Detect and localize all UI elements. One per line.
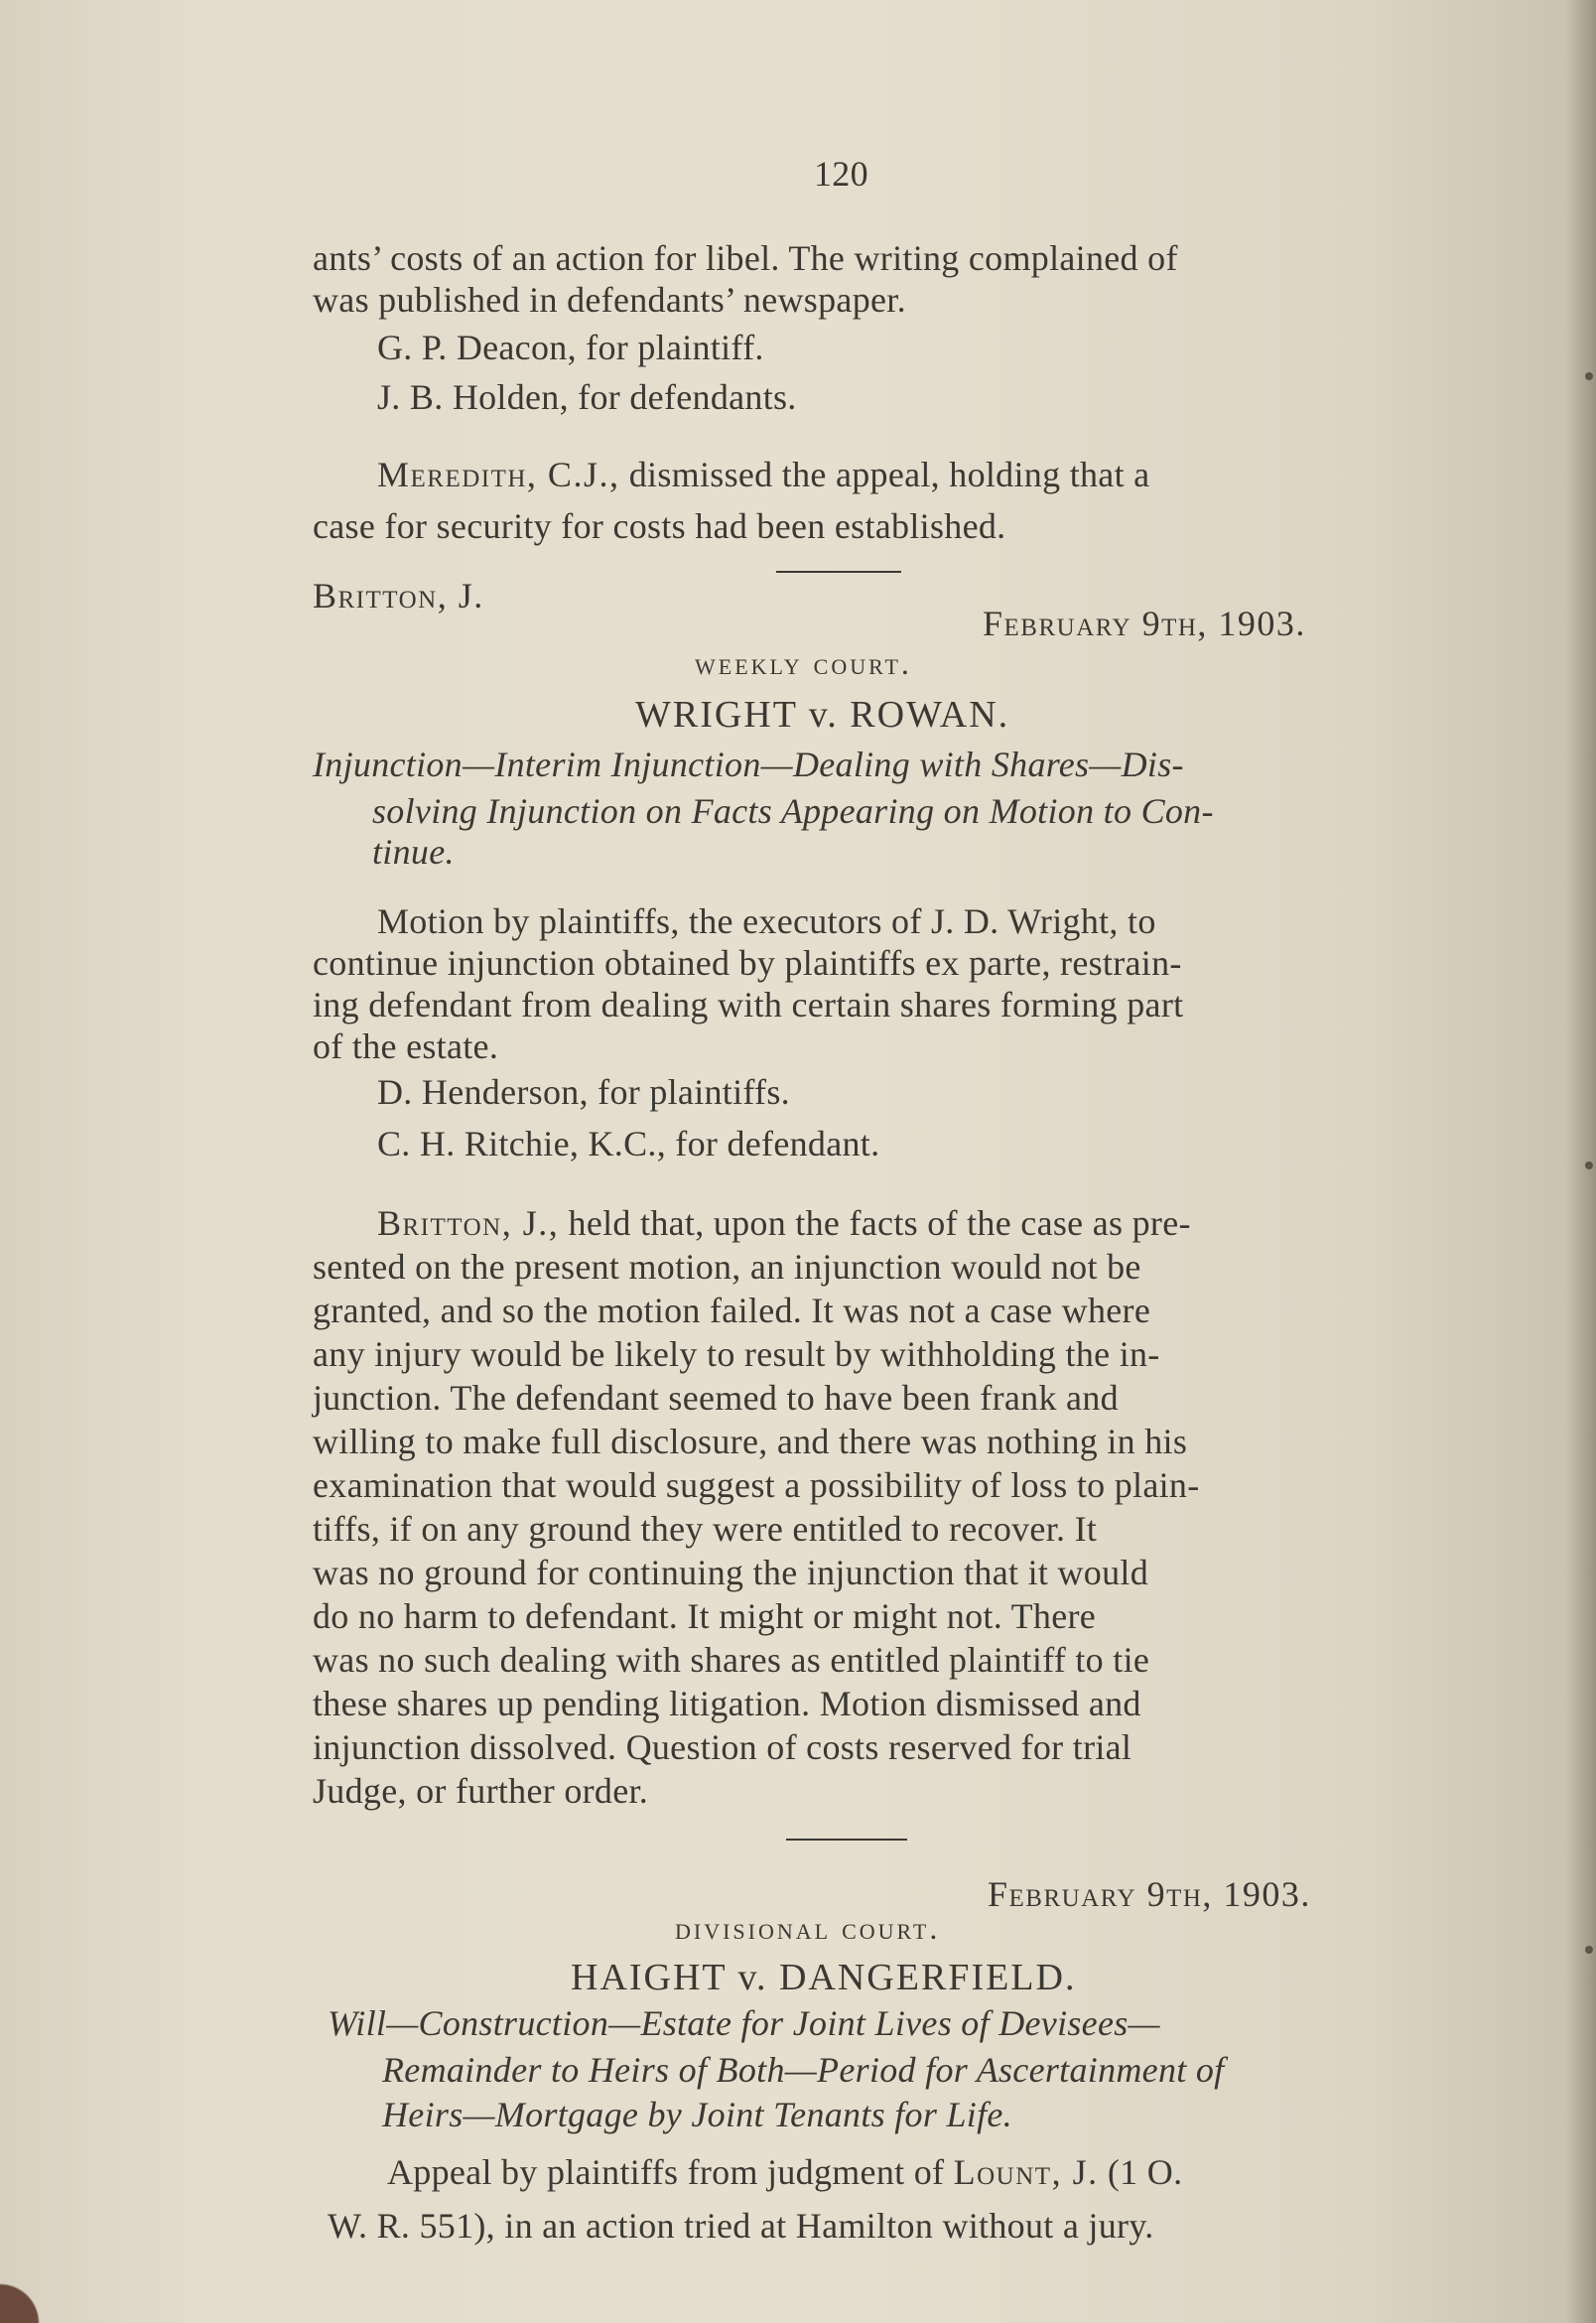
paragraph-line: ants’ costs of an action for libel. The writing complained of	[313, 238, 1178, 278]
judgment-line: examination that would suggest a possibility of loss to plain-	[313, 1465, 1200, 1505]
case-title: WRIGHT v. ROWAN.	[635, 694, 1010, 736]
headnote-line: tinue.	[372, 832, 455, 872]
judgment-line: case for security for costs had been established.	[313, 506, 1006, 546]
judge-name: Britton, J.	[313, 576, 484, 615]
judgment-line: sented on the present motion, an injunction would not be	[313, 1247, 1141, 1287]
case-date: February 9th, 1903.	[983, 604, 1306, 643]
case-date: February 9th, 1903.	[988, 1874, 1311, 1914]
section-divider	[786, 1839, 907, 1841]
headnote-line: Remainder to Heirs of Both—Period for Ascertainment of	[382, 2050, 1225, 2090]
headnote-line: solving Injunction on Facts Appearing on Motion to Con-	[372, 791, 1214, 831]
court-name: weekly court.	[695, 645, 912, 681]
margin-dot	[1585, 1946, 1593, 1954]
paragraph-line: ing defendant from dealing with certain shares forming part	[313, 985, 1184, 1025]
paragraph-line: W. R. 551), in an action tried at Hamilton without a jury.	[328, 2206, 1154, 2246]
headnote-line: Will—Construction—Estate for Joint Lives of Devisees—	[328, 2003, 1160, 2043]
judgment-line: was no such dealing with shares as entitled plaintiff to tie	[313, 1640, 1150, 1680]
margin-dot	[1585, 1162, 1593, 1169]
paragraph-line: of the estate.	[313, 1026, 499, 1066]
case-title: HAIGHT v. DANGERFIELD.	[571, 1957, 1077, 1998]
paragraph-line: Appeal by plaintiffs from judgment of Lount, J. (1 O.	[387, 2152, 1183, 2192]
headnote-line: Heirs—Mortgage by Joint Tenants for Life.	[382, 2095, 1012, 2134]
judgment-line: willing to make full disclosure, and there was nothing in his	[313, 1422, 1188, 1461]
judgment-line: these shares up pending litigation. Motion dismissed and	[313, 1684, 1141, 1723]
judgment-line: Britton, J., held that, upon the facts of the case as pre-	[377, 1203, 1191, 1243]
judgment-line: injunction dissolved. Question of costs reserved for trial	[313, 1727, 1132, 1767]
judgment-line: junction. The defendant seemed to have been frank and	[313, 1378, 1119, 1418]
judgment-line: granted, and so the motion failed. It was not a case where	[313, 1291, 1151, 1330]
paragraph-line: Motion by plaintiffs, the executors of J. D. Wright, to	[377, 901, 1156, 941]
court-name: divisional court.	[675, 1910, 941, 1946]
counsel-line: C. H. Ritchie, K.C., for defendant.	[377, 1124, 880, 1163]
judge-name: Lount, J.	[953, 2152, 1099, 2192]
judge-name: Meredith, C.J.,	[377, 455, 620, 494]
counsel-line: G. P. Deacon, for plaintiff.	[377, 328, 764, 367]
judgment-line: Meredith, C.J., dismissed the appeal, holding that a	[377, 455, 1150, 494]
headnote-line: Injunction—Interim Injunction—Dealing with Shares—Dis-	[313, 745, 1184, 784]
paragraph-line: was published in defendants’ newspaper.	[313, 280, 906, 320]
counsel-line: J. B. Holden, for defendants.	[377, 377, 797, 417]
judgment-line: was no ground for continuing the injunction that it would	[313, 1553, 1148, 1592]
judgment-line: any injury would be likely to result by withholding the in-	[313, 1334, 1160, 1374]
paragraph-line: continue injunction obtained by plaintiffs ex parte, restrain-	[313, 943, 1182, 983]
counsel-line: D. Henderson, for plaintiffs.	[377, 1072, 790, 1112]
judgment-line: Judge, or further order.	[313, 1771, 649, 1811]
page-number: 120	[814, 154, 868, 194]
judge-name: Britton, J.,	[377, 1203, 560, 1243]
corner-stain	[0, 2254, 69, 2323]
judgment-line: do no harm to defendant. It might or might not. There	[313, 1596, 1097, 1636]
judgment-line: tiffs, if on any ground they were entitled to recover. It	[313, 1509, 1098, 1549]
margin-dot	[1585, 372, 1593, 380]
section-divider	[776, 571, 901, 573]
